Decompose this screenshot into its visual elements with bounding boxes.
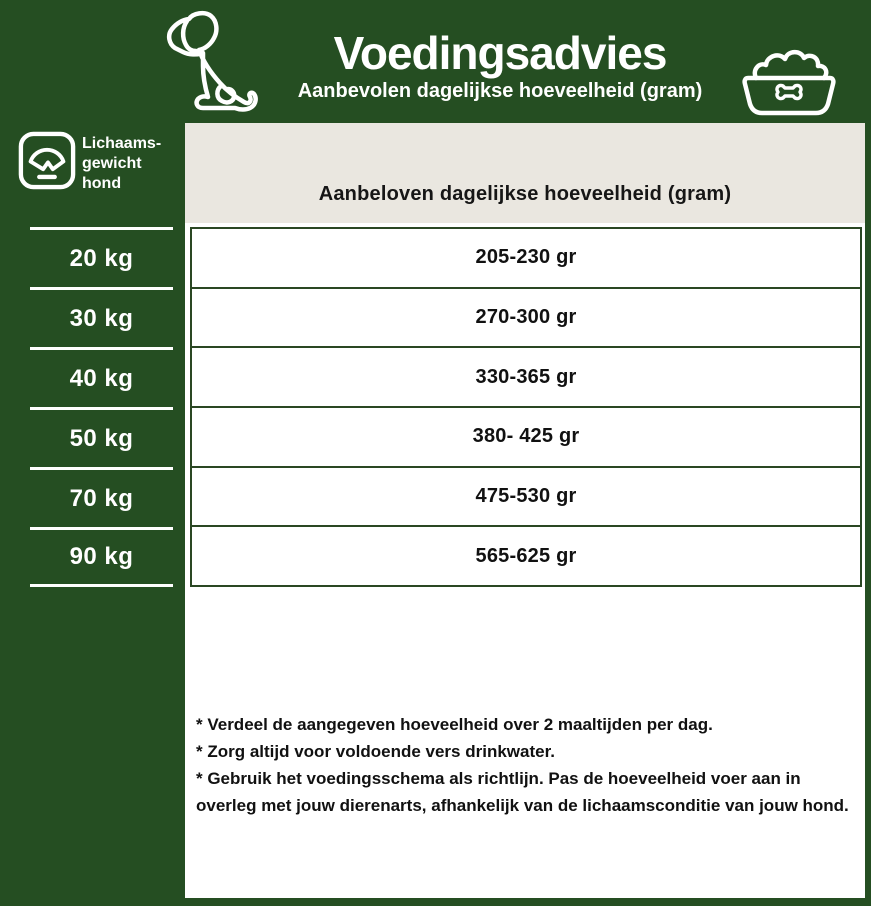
table-row xyxy=(192,289,860,349)
table-row xyxy=(192,229,860,289)
table-row xyxy=(192,408,860,468)
table-row xyxy=(192,348,860,408)
page-title: Voedingsadvies xyxy=(333,27,667,79)
table-header xyxy=(185,123,865,223)
weight-list xyxy=(30,227,173,587)
weight-column-label-line: Lichaams- xyxy=(82,135,162,152)
footnote: * Verdeel de aangegeven hoeveelheid over 2 maaltijden per dag. xyxy=(196,715,713,734)
weight-column-label xyxy=(82,134,161,194)
weight-value: 90 kg xyxy=(69,543,134,570)
amount-value: 475-530 gr xyxy=(475,485,577,508)
weight-value: 20 kg xyxy=(69,244,134,272)
footnote: * Gebruik het voedingsschema als richtlijn. Pas de hoeveelheid voer aan in overleg met jouw dierenarts, afhankelijk van de lichaamsconditie van jouw hond. xyxy=(196,769,849,815)
weight-column-label-line: hond xyxy=(82,175,122,192)
food-bowl-icon xyxy=(738,42,840,118)
weight-value: 50 kg xyxy=(69,424,134,452)
weight-row xyxy=(30,347,173,407)
weight-row xyxy=(30,467,173,527)
amount-value: 380- 425 gr xyxy=(472,425,580,448)
scale-icon xyxy=(18,130,76,191)
weight-row xyxy=(30,287,173,347)
weight-row xyxy=(30,407,173,467)
weight-value: 40 kg xyxy=(69,364,134,392)
footnote: * Zorg altijd voor voldoende vers drinkwater. xyxy=(196,742,555,761)
amount-table xyxy=(190,227,862,587)
weight-row xyxy=(30,527,173,587)
footnotes xyxy=(196,711,858,819)
weight-row xyxy=(30,227,173,287)
amount-value: 330-365 gr xyxy=(475,365,577,388)
dog-icon xyxy=(158,8,264,118)
table-row xyxy=(192,527,860,585)
weight-value: 70 kg xyxy=(69,484,134,512)
weight-column-label-line: gewicht xyxy=(82,155,142,172)
amount-value: 270-300 gr xyxy=(475,306,577,328)
table-row xyxy=(192,468,860,528)
weight-value: 30 kg xyxy=(69,304,134,332)
amount-value: 565-625 gr xyxy=(475,544,577,567)
table-header-label: Aanbeloven dagelijkse hoeveelheid (gram) xyxy=(318,183,732,205)
amount-value: 205-230 gr xyxy=(475,246,577,269)
page-subtitle: Aanbevolen dagelijkse hoeveelheid (gram) xyxy=(297,80,703,102)
